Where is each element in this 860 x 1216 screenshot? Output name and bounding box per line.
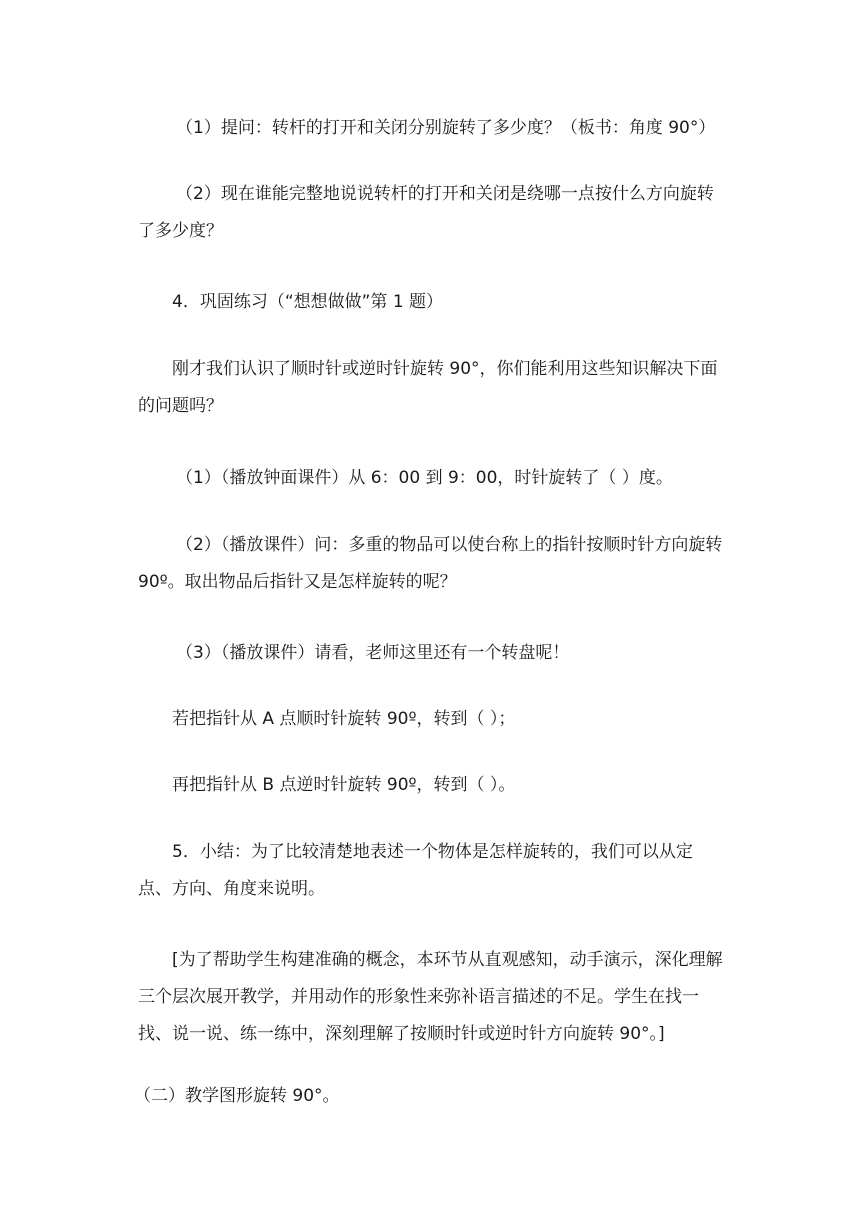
- paragraph-pointer-a: 若把指针从 A 点顺时针旋转 90º，转到（ ）；: [172, 709, 516, 729]
- paragraph-summary: 5．小结：为了比较清楚地表述一个物体是怎样旋转的，我们可以从定点、方向、角度来说明。: [138, 842, 693, 899]
- paragraph-pointer-b: 再把指针从 B 点逆时针旋转 90º，转到（ ）。: [172, 775, 516, 795]
- paragraph-practice-3: （3）（播放课件）请看，老师这里还有一个转盘呢！: [176, 643, 570, 663]
- paragraph-practice-2: （2）（播放课件）问：多重的物品可以使台称上的指针按顺时针方向旋转 90º。取出物品后指针又是怎样旋转的呢？: [138, 535, 723, 592]
- paragraph-teaching-note: [为了帮助学生构建准确的概念，本环节从直观感知，动手演示，深化理解三个层次展开教学，并用动作的形象性来弥补语言描述的不足。学生在找一找、说一说、练一练中，深刻理解了按顺时针或逆时针方向旋转 90°。]: [138, 950, 723, 1044]
- paragraph-section-4-heading: 4．巩固练习（“想想做做”第 1 题）: [172, 292, 444, 312]
- paragraph-question-1: （1）提问：转杆的打开和关闭分别旋转了多少度？（板书：角度 90°）: [176, 118, 716, 138]
- paragraph-question-2: （2）现在谁能完整地说说转杆的打开和关闭是绕哪一点按什么方向旋转了多少度？: [138, 184, 714, 241]
- paragraph-section-2-heading: （二）教学图形旋转 90°。: [134, 1086, 340, 1106]
- paragraph-practice-1: （1）（播放钟面课件）从 6：00 到 9：00，时针旋转了（ ）度。: [176, 468, 673, 488]
- paragraph-intro-practice: 刚才我们认识了顺时针或逆时针旋转 90°，你们能利用这些知识解决下面的问题吗？: [138, 359, 718, 416]
